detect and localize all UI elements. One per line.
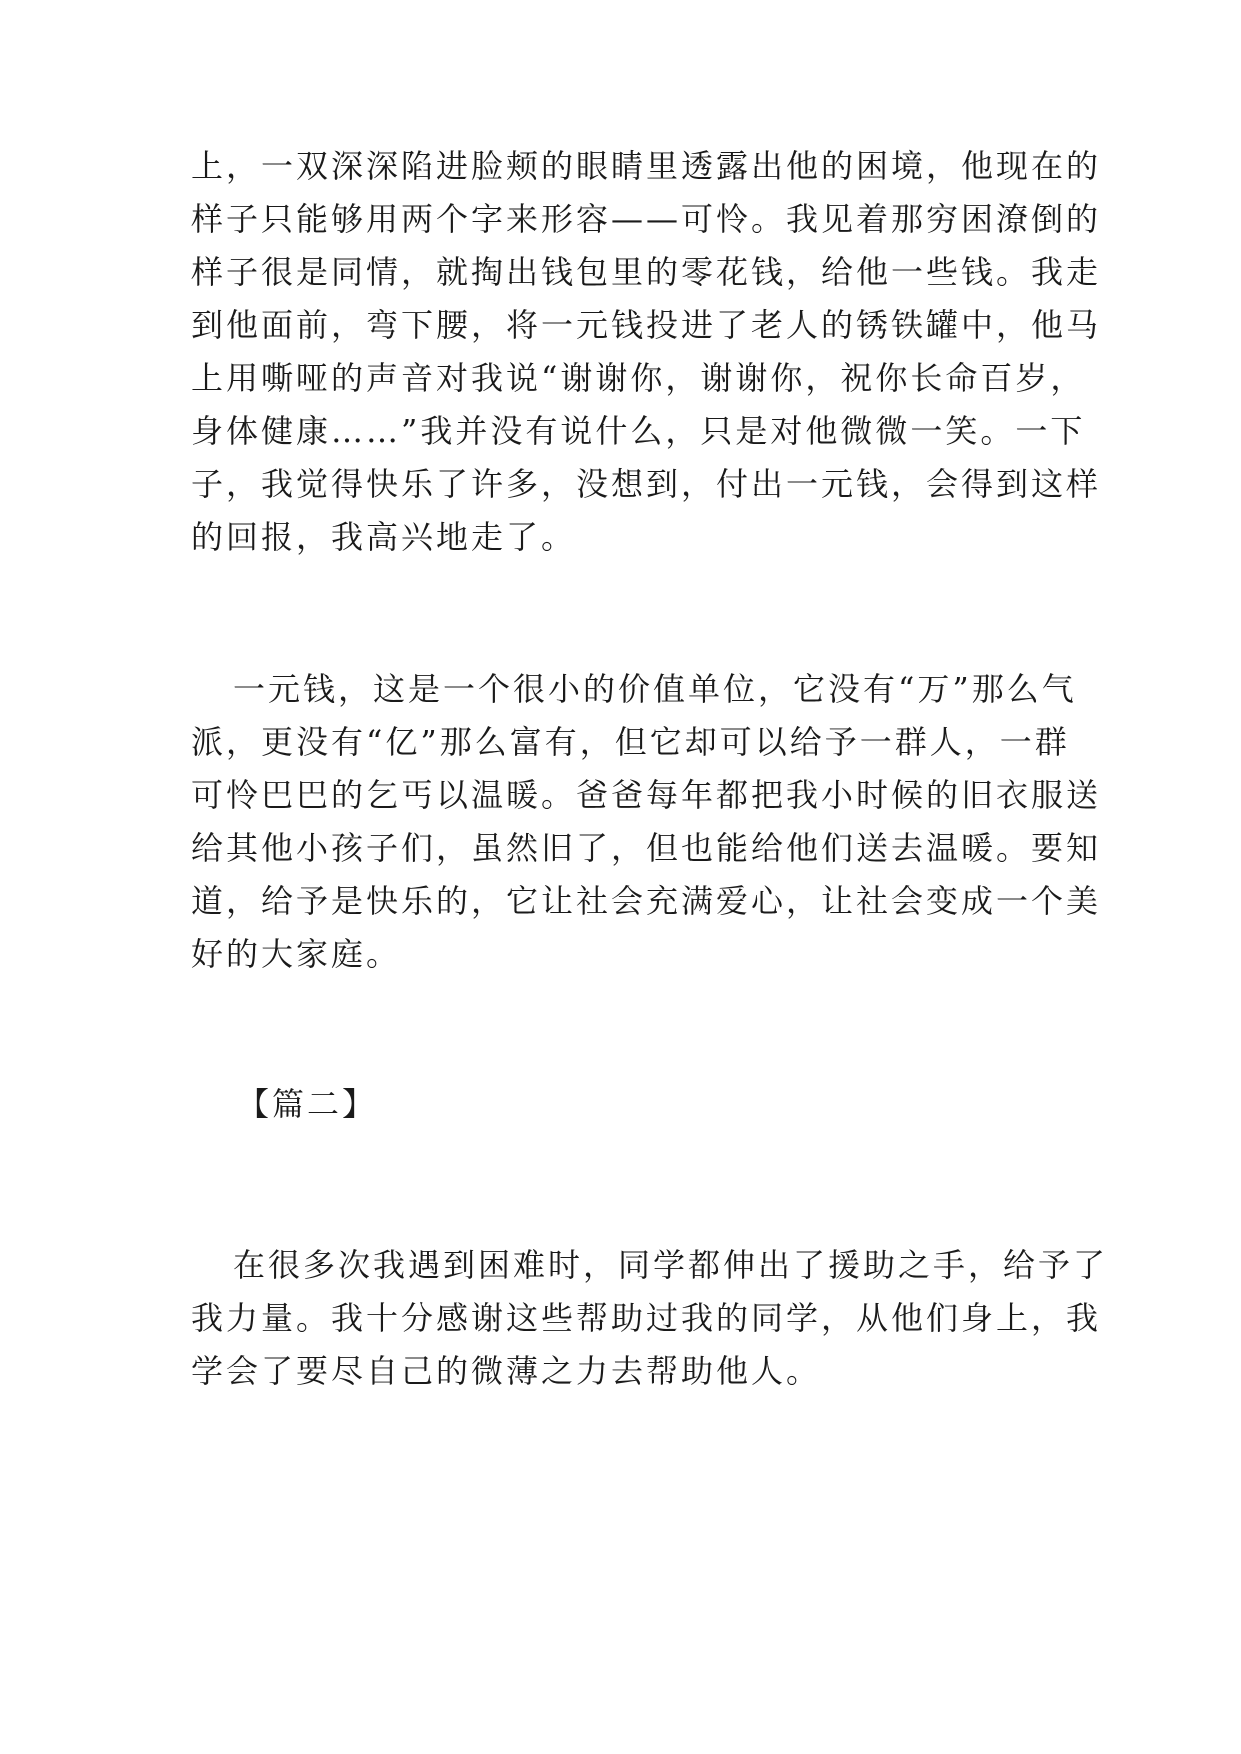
text-line: 一元钱，这是一个很小的价值单位，它没有“万”那么气 bbox=[233, 670, 1077, 708]
text-line: 身体健康……”我并没有说什么，只是对他微微一笑。一下 bbox=[191, 412, 1086, 450]
text-line: 道，给予是快乐的，它让社会充满爱心，让社会变成一个美 bbox=[191, 882, 1102, 920]
text-line: 到他面前，弯下腰，将一元钱投进了老人的锈铁罐中，他马 bbox=[191, 306, 1102, 344]
text-line: 在很多次我遇到困难时，同学都伸出了援助之手，给予了 bbox=[233, 1246, 1109, 1284]
text-line: 子，我觉得快乐了许多，没想到，付出一元钱，会得到这样 bbox=[191, 465, 1102, 503]
text-line: 给其他小孩子们，虽然旧了，但也能给他们送去温暖。要知 bbox=[191, 829, 1102, 867]
section-heading: 【篇二】 bbox=[237, 1085, 378, 1123]
text-line: 上，一双深深陷进脸颊的眼睛里透露出他的困境，他现在的 bbox=[191, 147, 1102, 185]
text-line: 我力量。我十分感谢这些帮助过我的同学，从他们身上，我 bbox=[191, 1299, 1102, 1337]
text-line: 样子只能够用两个字来形容——可怜。我见着那穷困潦倒的 bbox=[191, 200, 1102, 238]
text-line: 上用嘶哑的声音对我说“谢谢你，谢谢你，祝你长命百岁， bbox=[191, 359, 1086, 397]
text-line: 派，更没有“亿”那么富有，但它却可以给予一群人，一群 bbox=[191, 723, 1070, 761]
text-line: 学会了要尽自己的微薄之力去帮助他人。 bbox=[191, 1352, 822, 1390]
text-line: 的回报，我高兴地走了。 bbox=[191, 518, 577, 556]
text-line: 好的大家庭。 bbox=[191, 935, 402, 973]
text-line: 样子很是同情，就掏出钱包里的零花钱，给他一些钱。我走 bbox=[191, 253, 1102, 291]
text-line: 可怜巴巴的乞丐以温暖。爸爸每年都把我小时候的旧衣服送 bbox=[191, 776, 1102, 814]
